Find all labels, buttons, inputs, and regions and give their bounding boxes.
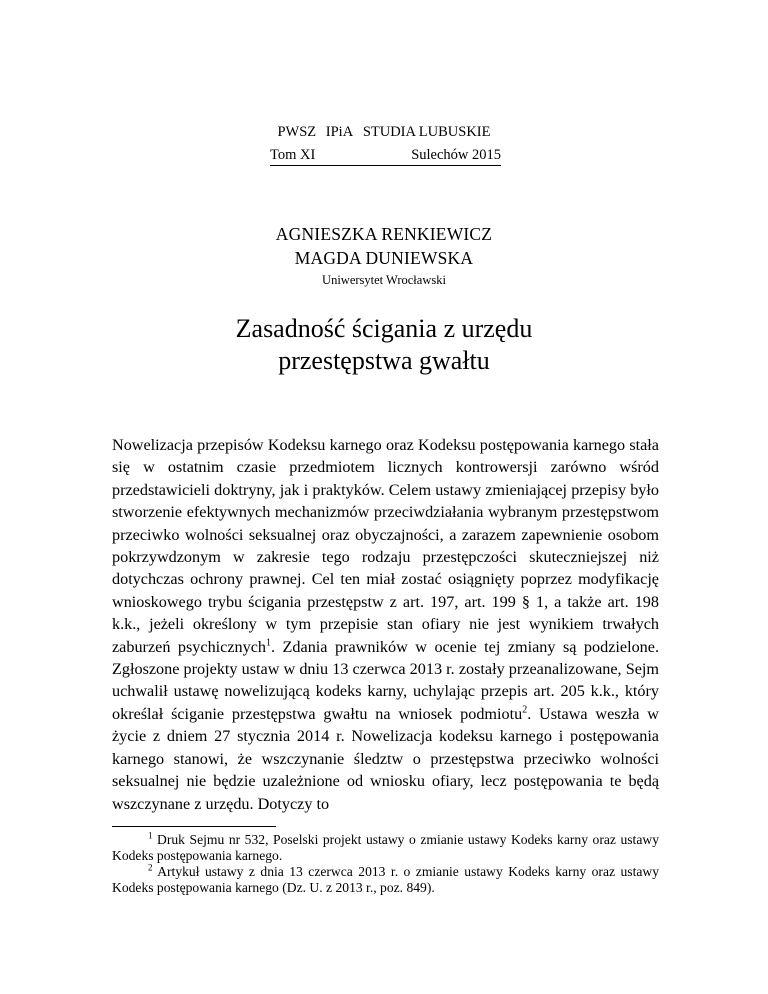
volume-number: Tom XI [270,147,316,163]
institute-abbrev: IPiA [325,124,354,140]
volume-line [270,147,501,166]
author-1: AGNIESZKA RENKIEWICZ [275,224,493,244]
affiliation: Uniwersytet Wrocławski [322,273,446,287]
footnote-text-1: Druk Sejmu nr 532, Poselski projekt ustawy o zmianie ustawy Kodeks karny oraz ustawy Kodeks postępowania karnego. [112,832,659,863]
footnote-1 [112,832,659,864]
footnote-divider [112,826,276,827]
title-line-2: przestępstwa gwałtu [278,346,490,375]
footnote-number-2: 2 [148,862,153,873]
journal-header [0,124,768,141]
footnote-ref-2: 2 [522,704,528,716]
article-title [0,313,768,377]
body-paragraph [112,434,659,815]
footnotes [112,832,659,896]
place-year: Sulechów 2015 [411,147,501,163]
body-text-part-1: Nowelizacja przepisów Kodeksu karnego oraz Kodeksu postępowania karnego stała się w ostatnim czasie przedmiotem licznych kontrowersji zarówno wśród przedstawicieli doktryny, jak i praktyków. Celem ustawy zmieniającej przepisy było stworzenie efektywnych mechanizmów przeciwdziałania wybranym przestępstwom przeciwko wolności seksualnej oraz obyczajności, a zarazem zapewnienie osobom pokrzywdzonym w zakresie tego rodzaju przestępczości skuteczniejszej niż dotychczas ochrony prawnej. Cel ten miał zostać osiągnięty poprzez modyfikację wnioskowego trybu ścigania przestępstw z art. 197, art. 199 § 1, a także art. 198 k.k., jeżeli określony w tym przepisie stan ofiary nie jest wynikiem trwałych zaburzeń psychicznych [112,436,659,656]
footnote-text-2: Artykuł ustawy z dnia 13 czerwca 2013 r. o zmianie ustawy Kodeks karny oraz ustawy Kodeks postępowania karnego (Dz. U. z 2013 r., poz. 849). [112,864,659,895]
footnote-2 [112,864,659,896]
body-text-part-3: . Ustawa weszła w życie z dniem 27 stycznia 2014 r. Nowelizacja kodeksu karnego i postępowania karnego stanowi, że wszczynanie śledztw o przestępstwa przeciwko wolności seksualnej nie będzie uzależnione od wniosku ofiary, lecz postępowania te będą wszczynane z urzędu. Dotyczy to [112,704,659,813]
footnote-number-1: 1 [148,830,153,841]
footnote-ref-1: 1 [266,637,271,649]
journal-name: STUDIA LUBUSKIE [362,124,491,140]
body-text-part-2: . Zdania prawników w ocenie tej zmiany są podzielone. Zgłoszone projekty ustaw w dniu 13 czerwca 2013 r. zostały przeanalizowane, Sejm uchwalił ustawę nowelizującą kodeks karny, uchylając przepis art. 205 k.k., który określał ściganie przestępstwa gwałtu na wniosek podmiotu [112,637,659,723]
title-line-1: Zasadność ścigania z urzędu [235,314,533,343]
author-2: MAGDA DUNIEWSKA [294,248,474,268]
journal-abbrev: PWSZ [277,124,317,140]
